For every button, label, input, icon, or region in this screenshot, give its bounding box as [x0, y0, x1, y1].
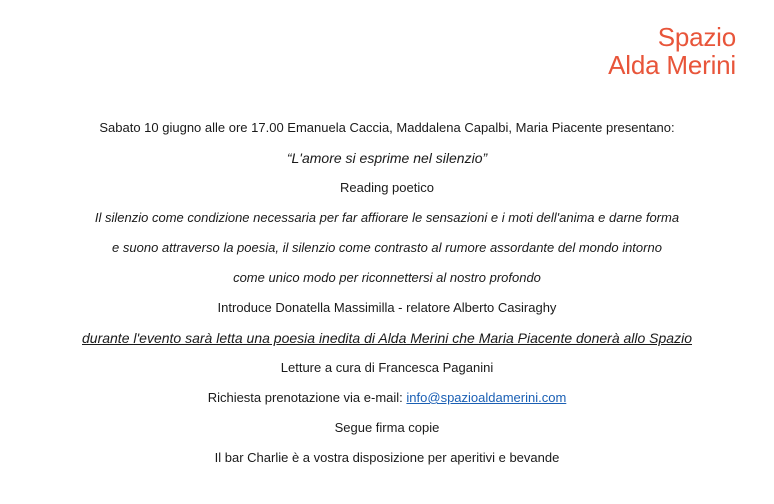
- event-readings: Letture a cura di Francesca Paganini: [280, 360, 494, 375]
- event-description-1: Il silenzio come condizione necessaria per far affiorare le sensazioni e i moti dell'anima e darne forma: [94, 210, 680, 225]
- event-subtitle: Reading poetico: [340, 180, 434, 195]
- logo-line-2: Alda Merini: [608, 50, 736, 80]
- logo-line-1: Spazio: [657, 22, 736, 52]
- event-highlight: durante l'evento sarà letta una poesia inedita di Alda Merini che Maria Piacente donerà allo Spazio: [82, 330, 692, 346]
- event-introduce: Introduce Donatella Massimilla - relatore Alberto Casiraghy: [217, 300, 557, 315]
- booking-label: Richiesta prenotazione via e-mail:: [207, 390, 407, 405]
- event-signing: Segue firma copie: [334, 420, 440, 435]
- booking-email-link[interactable]: info@spazioaldamerini.com: [406, 390, 567, 405]
- event-bar: Il bar Charlie è a vostra disposizione per aperitivi e bevande: [214, 450, 560, 465]
- event-description-2: e suono attraverso la poesia, il silenzio come contrasto al rumore assordante del mondo intorno: [112, 240, 662, 255]
- event-intro: Sabato 10 giugno alle ore 17.00 Emanuela Caccia, Maddalena Capalbi, Maria Piacente presentano:: [99, 120, 675, 135]
- event-announcement: [0, 118, 774, 478]
- event-title: “L'amore si esprime nel silenzio”: [286, 150, 488, 166]
- event-description-3: come unico modo per riconnettersi al nostro profondo: [233, 270, 541, 285]
- spazio-alda-merini-logo: [608, 24, 736, 78]
- booking-line: [0, 388, 774, 418]
